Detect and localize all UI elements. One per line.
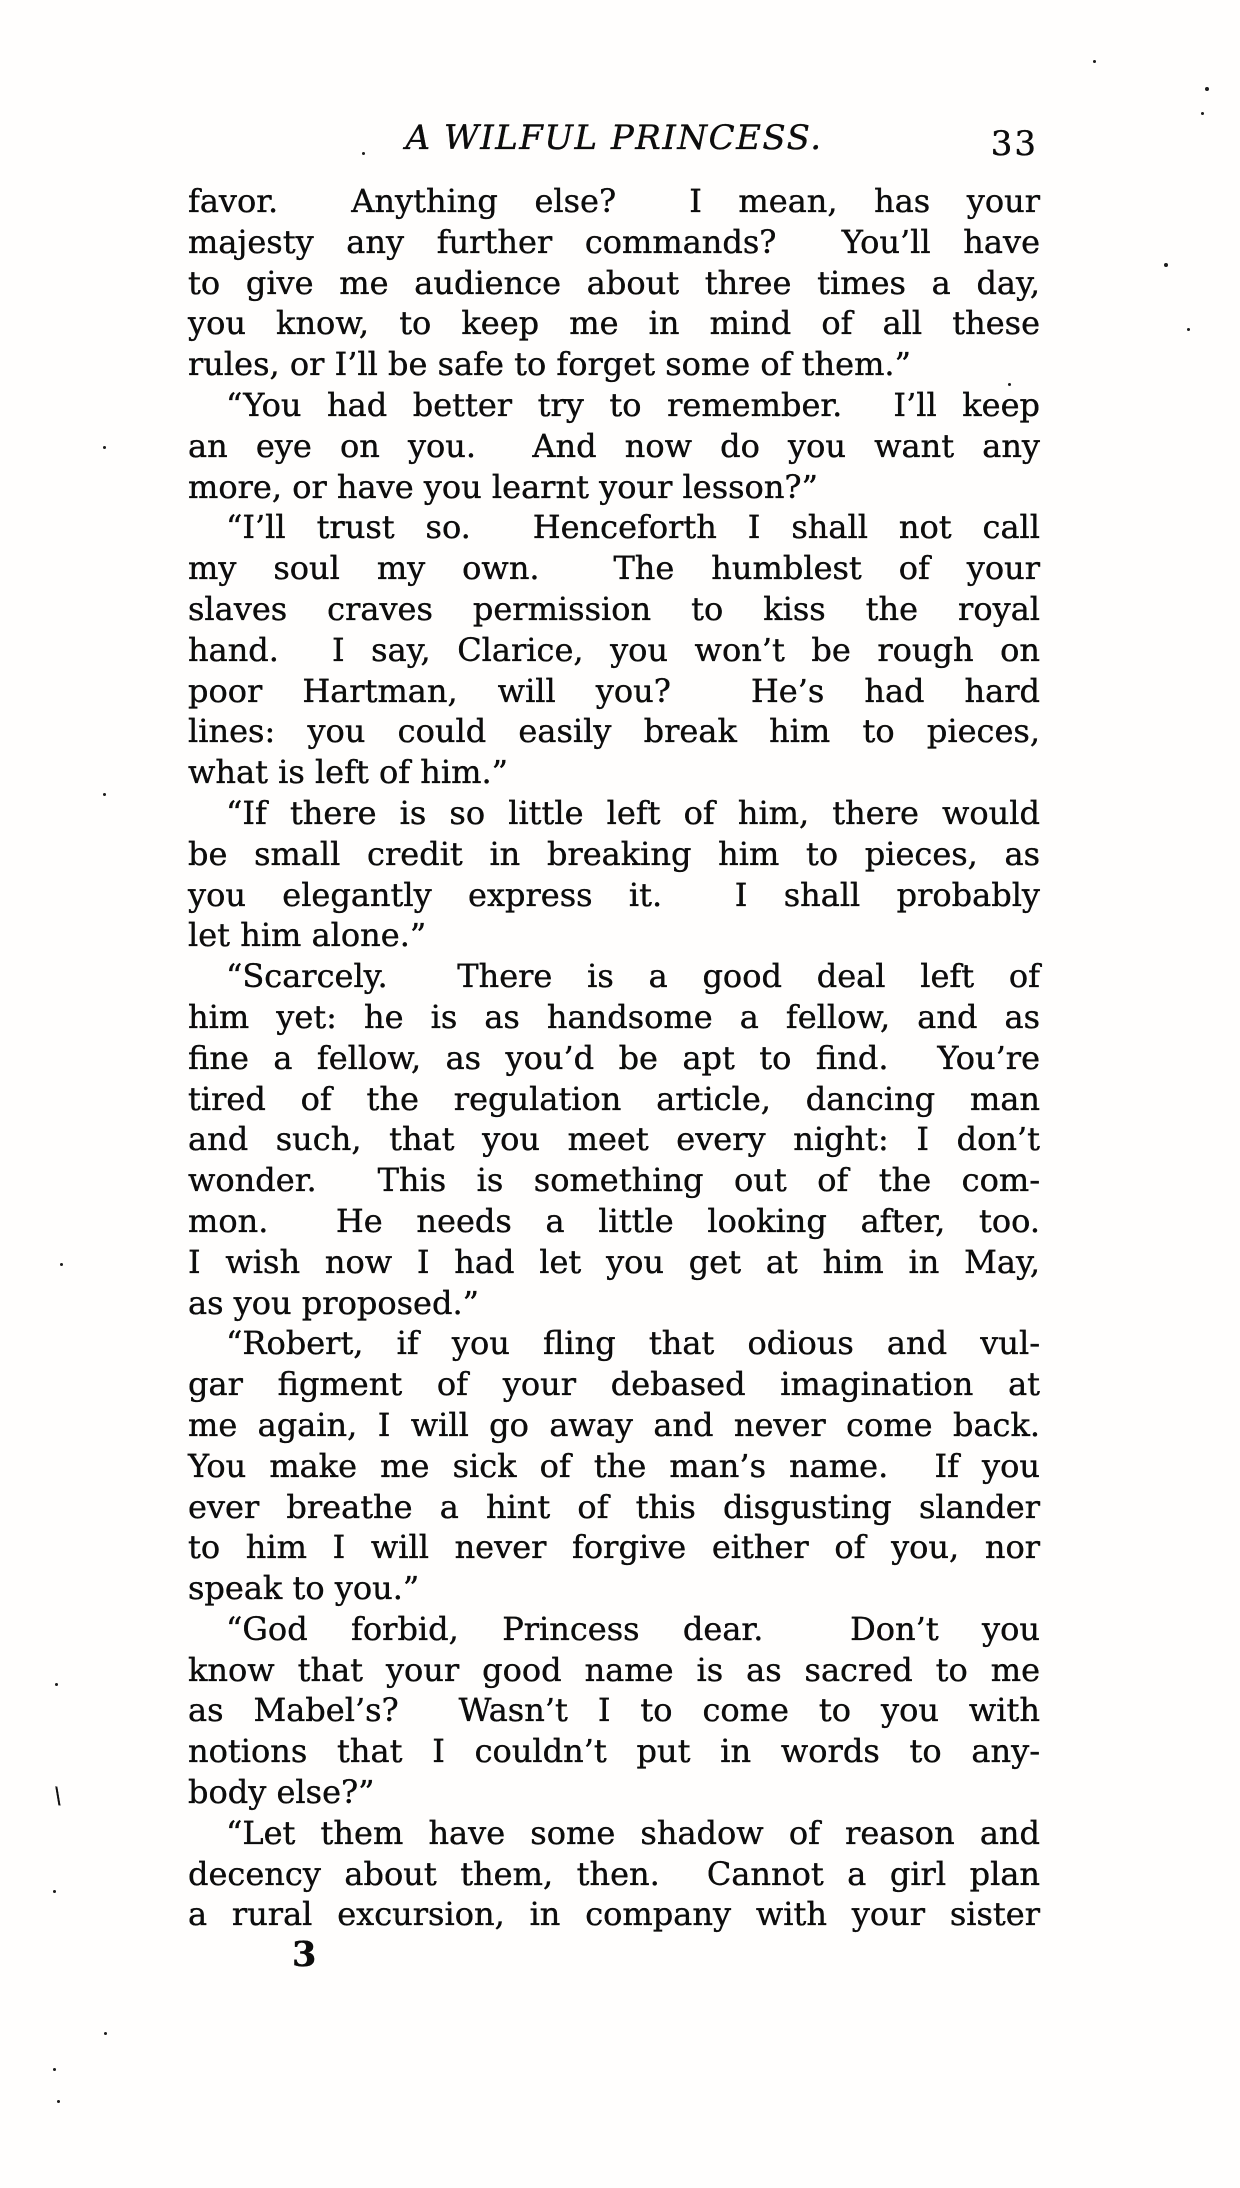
text-line: I wish now I had let you get at him in May, — [188, 1242, 1040, 1281]
text-line: more, or have you learnt your lesson?” — [188, 467, 818, 506]
scan-speck — [362, 152, 365, 155]
text-line: decency about them, then. Cannot a girl plan — [188, 1854, 1040, 1893]
scan-speck — [1093, 60, 1096, 63]
scan-speck — [53, 1890, 56, 1893]
scan-speck — [60, 1263, 63, 1266]
text-line: “I’ll trust so. Henceforth I shall not call — [226, 508, 1040, 547]
text-line: what is left of him.” — [188, 753, 508, 792]
scan-speck — [1164, 263, 1168, 267]
text-line: you elegantly express it. I shall probably — [188, 875, 1040, 914]
body-text — [188, 181, 1040, 1935]
scan-mark-backslash: \ — [52, 1783, 64, 1810]
text-line: to him I will never forgive either of you, nor — [188, 1528, 1040, 1567]
chapter-title: A WILFUL PRINCESS. — [405, 118, 823, 158]
scan-speck — [55, 1683, 58, 1686]
text-line: rules, or I’ll be safe to forget some of them.” — [188, 345, 911, 384]
text-line: my soul my own. The humblest of your — [188, 549, 1040, 588]
text-line: majesty any further commands? You’ll have — [188, 222, 1040, 261]
text-line: be small credit in breaking him to pieces, as — [188, 834, 1040, 873]
text-line: gar figment of your debased imagination at — [188, 1365, 1040, 1404]
text-line: favor. Anything else? I mean, has your — [188, 182, 1040, 220]
text-line: know that your good name is as sacred to me — [188, 1650, 1040, 1689]
text-line: you know, to keep me in mind of all these — [188, 304, 1040, 343]
text-line: mon. He needs a little looking after, too. — [188, 1201, 1040, 1240]
text-line: fine a fellow, as you’d be apt to find. You’re — [188, 1038, 1040, 1077]
scan-speck — [53, 2068, 56, 2071]
text-line: tired of the regulation article, dancing man — [188, 1079, 1040, 1118]
scan-speck — [1201, 112, 1204, 115]
text-line: as Mabel’s? Wasn’t I to come to you with — [188, 1691, 1040, 1730]
page-number: 33 — [990, 124, 1038, 164]
text-line: an eye on you. And now do you want any — [188, 426, 1040, 465]
text-line: You make me sick of the man’s name. If you — [188, 1446, 1040, 1485]
text-line: to give me audience about three times a day, — [188, 263, 1040, 302]
scan-speck — [104, 2032, 107, 2035]
scan-speck — [103, 446, 106, 449]
running-header — [188, 112, 1040, 164]
scan-speck — [57, 2100, 60, 2103]
text-line: speak to you.” — [188, 1569, 420, 1608]
text-line: body else?” — [188, 1773, 375, 1812]
text-line: as you proposed.” — [188, 1283, 479, 1322]
text-line: wonder. This is something out of the com- — [188, 1161, 1040, 1200]
text-line: and such, that you meet every night: I don’t — [188, 1120, 1040, 1159]
text-line: poor Hartman, will you? He’s had hard — [188, 671, 1040, 710]
text-line: ever breathe a hint of this disgusting slander — [188, 1487, 1040, 1526]
text-line: him yet: he is as handsome a fellow, and as — [188, 997, 1040, 1036]
text-line: “Let them have some shadow of reason and — [226, 1813, 1040, 1852]
text-line: “Scarcely. There is a good deal left of — [226, 957, 1040, 996]
text-line: notions that I couldn’t put in words to any- — [188, 1732, 1040, 1771]
signature-mark: 3 — [292, 1934, 317, 1975]
scan-speck — [103, 793, 106, 796]
text-line: hand. I say, Clarice, you won’t be rough on — [188, 630, 1040, 669]
text-line: me again, I will go away and never come back. — [188, 1405, 1040, 1444]
scan-speck — [1205, 87, 1209, 91]
text-line: “If there is so little left of him, there would — [226, 793, 1040, 832]
text-line: lines: you could easily break him to pieces, — [188, 712, 1040, 751]
text-line: slaves craves permission to kiss the royal — [188, 589, 1040, 628]
text-line: “Robert, if you fling that odious and vul- — [226, 1324, 1040, 1363]
text-line: let him alone.” — [188, 916, 427, 955]
text-line: a rural excursion, in company with your sister — [188, 1895, 1040, 1934]
scan-speck — [1187, 328, 1190, 331]
text-line: “God forbid, Princess dear. Don’t you — [226, 1609, 1040, 1648]
scan-speck — [1008, 383, 1011, 386]
text-line: “You had better try to remember. I’ll keep — [226, 385, 1040, 424]
